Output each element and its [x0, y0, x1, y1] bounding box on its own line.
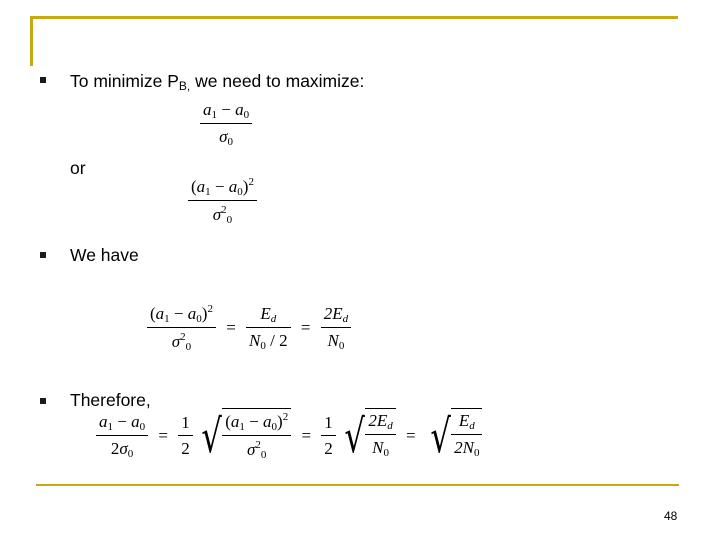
slide-frame-top-border [30, 16, 678, 19]
equation-energy-ratio: $\frac{(a_1 - a_0)^2}{\sigma^2_0}$ = $\frac{E_d}{N_0 / 2}$ = $\frac{2E_d}{N_0}$ [147, 303, 351, 353]
sqrt-symbol-2: √ $\frac{2E_d}{N_0}$ [340, 408, 396, 464]
slide-frame-left-border [30, 16, 33, 66]
bullet-square-icon [40, 398, 46, 404]
bullet-square-icon [40, 252, 46, 258]
page-number: 48 [664, 509, 678, 523]
sqrt-symbol-3: √ $\frac{E_d}{2N_0}$ [426, 408, 483, 464]
slide-frame-bottom-border [36, 484, 679, 486]
bullet-square-icon [40, 77, 46, 83]
bullet-text-therefore: Therefore, [70, 390, 151, 410]
bullet-text-minimize: To minimize $P_{B,}$ we need to maximize: [70, 71, 365, 93]
or-text: or [70, 158, 86, 178]
sqrt-symbol-1: √ $\frac{(a_1 - a_0)^2}{\sigma^2_0}$ [197, 408, 291, 464]
equation-snr-ratio: $\frac{a_1 - a_0}{\sigma_0}$ [200, 100, 252, 148]
equation-final-snr: $\frac{a_1 - a_0}{2\sigma_0}$ = $\frac{1}{2}$ √ $\frac{(a_1 - a_0)^2}{\sigma^2_0}$ = $\frac{1}{2}$ √ $\frac{2E_d}{N_0}$ = √ $\frac{E_d}{2N_0}$ [96, 408, 482, 464]
bullet-text-we-have: We have [70, 245, 139, 265]
equation-snr-squared: $\frac{(a_1 - a_0)^2}{\sigma^2_0}$ [188, 176, 257, 226]
